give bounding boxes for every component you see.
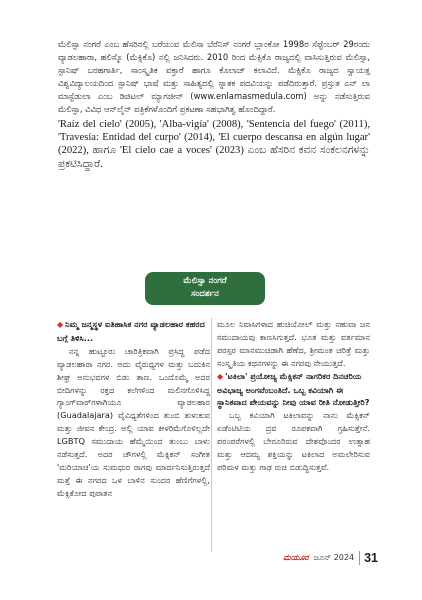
right-column — [217, 318, 370, 474]
diamond-bullet-icon: ◆ — [217, 371, 224, 381]
question-1-text: ನಿಮ್ಮ ಜನ್ಮಸ್ಥಳ ಐತಿಹಾಸಿಕ ನಗರ ವ್ಯಾಡಲಹಾರ ಕಹರದ ಬಗ್ಗೆ ತಿಳಿಸಿ... — [57, 319, 205, 343]
section-title-label: ಸಂದರ್ಶನ — [191, 289, 219, 299]
answer-1: ನನ್ನ ಹುಟ್ಟೂರು ಚಾರಿತ್ರಿಕವಾಗಿ ಪ್ರಸಿದ್ಧ ಪಡೆದ ವ್ಯಾಡಲಹಾರಾ ನಗರ. ಅದು ವೈರುಧ್ಯಗಳ ಮತ್ತು ಬದುಕಿನ ಶೀಘ್ರ ಅನುಭವಗಳ ಬಿಡು ತಾಣ. ಒಂದೊಮ್ಮೆ ಅದರ ಬೀದಿಗಳನ್ನು ರಕ್ತದ ಕಲೆಗಳಿಂದ ಮಲಿನಗೊಳಿಸಿದ್ದ ಗ್ಯಾಂಗ್‌ವಾರ್‌ಗಳಾಗಿಯೂ ವ್ಯಾಡಲಹಾರ (Guadalajara) ವೈವಿಧ್ಯತೆಗಳಿಂದ ತುಂಬಿ ತುಳುಕುವ ಮತ್ತು ಜೀವನ ಕೇಂದ್ರ. ಅಲ್ಲಿ ಯಾವ ಕೀಳರಿಮೆಗೊಳಿಲ್ಲದೇ LGBTQ ಸಮುದಾಯ ಹೆಮ್ಮೆಯಿಂದ ತುಂಬು ಬಾಳು ನಡೆಸುತ್ತದೆ. ಅದರ ಚೌಗಳಲ್ಲಿ ಮೆಕ್ಸಿಕನ್ ಸಂಗೀತ 'ಮರಿಯಾಚಿ'ಯ ಸುಮಧುರ ರಾಗವು ಮಾರ್ದನಿಸುತ್ತಿರುತ್ತದೆ ಮತ್ತೆ ಈ ನಗರದ ಒಳ ಬಾಳಿನ ಸುಂದರ ಹೆಣಿಗೆಗಳಲ್ಲಿ, ಮೆಕ್ಸಿಕೋದ ಪುರಾತನ — [57, 345, 210, 498]
question-1 — [57, 318, 210, 345]
works-list: 'Raíz del cielo' (2005), 'Alba-vigía' (2008), 'Sentencia del fuego' (2011), 'Travesía: Entidad del curpo' (2014), 'El cuerpo descansa en algún lugar' (2022), ಹಾಗೂ 'El cielo cae a voces' (2023) ಎಂಬ ಹೆಸರಿನ ಕವನ ಸಂಕಲನಗಳನ್ನು ಪ್ರಕಟಿಸಿದ್ದಾರೆ. — [58, 118, 370, 170]
question-2-text: 'ಟಕಿಲಾ' ಪ್ರಯೋಜ್ಯ ಮೆಕ್ಸಿಕನ್ ನಾಗರಿಕರ ದಿನಚರಿಯ ಅವಿಭಾಜ್ಯ ಅಂಗವೆಂಬಂತಿದೆ. ಒಬ್ಬ ಕವಿಯಾಗಿ ಈ ಸ್ಥಾನಿಕವಾದ ಪೇಯವನ್ನು ನೀವು ಯಾವ ರೀತಿ ನೋಡುತ್ತೀರಿ? — [217, 370, 370, 408]
question-2 — [217, 370, 370, 410]
diamond-bullet-icon: ◆ — [57, 320, 64, 329]
bio-paragraph: ಮೆಲಿಸ್ಸಾ ನಂಗರೆ ಎಂಬ ಹೆಸರಿನಲ್ಲಿ ಬರೆಯುವ ಮೆಲಿಸಾ ಬೆರೆನಿಸ್ ನಂಗರೆ ಬ್ಲಾಂಕೋ 1998ರ ಸೆಪ್ಟೆಂಬರ್ 29ರಂದು ವ್ಯಾಡಲಹಾರಾ, ಹಲಿಸ್ಕೊ (ಮೆಕ್ಸಿಕೊ) ನಲ್ಲಿ ಜನಿಸಿದರು. 2010 ರಿಂದ ಮೆಕ್ಸಿಕೊ ರಾಜ್ಯದಲ್ಲಿ ವಾಸಿಸುತ್ತಿರುವ ಮೆಲಿಸ್ಸಾ, ಸ್ಪಾನಿಷ್ ಬರಹಗಾರ್ತಿ, ಸಾಂಸ್ಕೃತಿಕ ವಕ್ತಾರೆ ಹಾಗೂ ಕೊಲಾಜ್ ಕಲಾವಿದೆ. ಮೆಕ್ಸಿಕೊ ರಾಜ್ಯದ ಸ್ವಾಯತ್ತ ವಿಶ್ವವಿದ್ಯಾಲಯದಿಂದ ಸ್ಪಾನಿಷ್ ಭಾಷೆ ಮತ್ತು ಸಾಹಿತ್ಯದಲ್ಲಿ ಸ್ನಾತಕ ಪದವಿಯನ್ನು ಪಡೆದಿರುತ್ತಾರೆ. ಪ್ರಸ್ತುತ ಎನ್ ಲಾ ಮಾಸ್ಟೆಡುಲಾ ಎಂಬ ಡಿಜಿಟಲ್ ಮ್ಯಾಗಜೀನ್ (www.enlamasmedula.com) ಅನ್ನು ನಡೆಸುತ್ತಿರುವ ಮೆಲಿಸ್ಸಾ, ವಿವಿಧ ಆನ್‌ಲೈನ್ ಪತ್ರಿಕೆಗಳೊಂದಿಗೆ ಪ್ರಕಟಣಾ ಸಹಭಾಗಿತ್ವ ಹೊಂದಿದ್ದಾರೆ. — [58, 39, 370, 115]
section-title-name: ಮೆಲಿಸ್ಸಾ ನಂಗರೆ — [183, 276, 227, 286]
answer-2: ಒಬ್ಬ ಕವಿಯಾಗಿ ಟಕಿಲಾವನ್ನು ನಾನು ಮೆಕ್ಸಿಕನ್ ಏಡೆಂಟಿಟಿಯ ದ್ರವ ರೂಪಕವಾಗಿ ಗ್ರಹಿಸುತ್ತೇನೆ. ಪರಂಪರೆಗಳಲ್ಲಿ ಬೇರೂರಿರುವ ದೇಶವೊಂದರ ಉತ್ಸಾಹ ಮತ್ತು ಆದಮ್ಯ ಶಕ್ತಿಯನ್ನು ಟಕಿಲಾದ ಅಮಲೇರಿಸುವ ಪರಿಮಳ ಮತ್ತು ಗಾಢ ರುಚಿ ಬಿಡುದ್ದಿಸುತ್ತವೆ. — [217, 410, 370, 472]
answer-1-continued: ಮೂಲ ನಿವಾಸಿಗಳಾದ ಹುಚಿಯೋಲ್ ಮತ್ತು ನಹುವಾ ಜನ ಸಮುದಾಯವು ಕಾಣಸಿಗುತ್ತದೆ. ಭೂತ ಮತ್ತು ವರ್ತಮಾನ ಪರಸ್ಪರ ಮಾನಮುಚಿಡಾಗಿ ಹೆಣೆದ, ಶ್ರೀಮಂತ ಚರಿತ್ರೆ ಮತ್ತು ಸಂಸ್ಕೃತಿಯ ಕಥನಗಳನ್ನು ಈ ನಗರವು ನೇಯುತ್ತದೆ. — [217, 319, 370, 368]
column-divider — [211, 318, 212, 552]
left-column — [57, 318, 210, 500]
author-bio — [58, 38, 370, 171]
section-title-box — [145, 272, 265, 305]
page-footer — [283, 549, 378, 567]
page-number: 31 — [359, 551, 378, 565]
magazine-brand: ಮಯೂರ — [283, 553, 309, 562]
issue-date: ಜೂನ್ 2024 — [313, 553, 355, 562]
